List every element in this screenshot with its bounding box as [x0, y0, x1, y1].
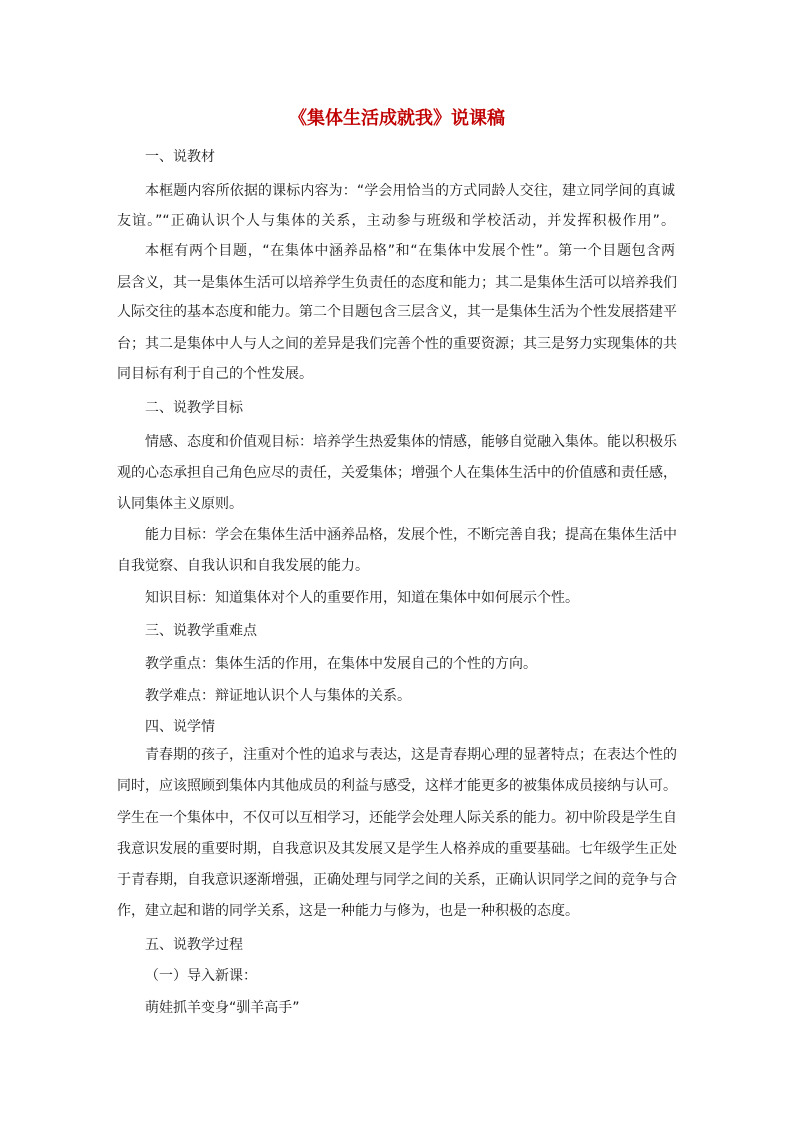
- text-line: 同时，应该照顾到集体内其他成员的利益与感受，这样才能更多的被集体成员接纳与认可。: [117, 778, 677, 794]
- text-line: 自我觉察、自我认识和自我发展的能力。: [117, 558, 369, 574]
- text-line: 学生在一个集体中，不仅可以互相学习，还能学会处理人际关系的能力。初中阶段是学生自: [117, 810, 677, 826]
- text-line: 教学难点：辩证地认识个人与集体的关系。: [145, 688, 411, 704]
- text-line: 人际交往的基本态度和能力。第二个目题包含三层含义，其一是集体生活为个性发展搭建平: [117, 304, 677, 320]
- text-line: 于青春期，自我意识逐渐增强，正确处理与同学之间的关系，正确认识同学之间的竞争与合: [117, 872, 677, 888]
- text-line: 同目标有利于自己的个性发展。: [117, 366, 313, 382]
- text-line: 能力目标：学会在集体生活中涵养品格，发展个性，不断完善自我；提高在集体生活中: [145, 527, 677, 543]
- text-line: 本框题内容所依据的课标内容为：“学会用恰当的方式同龄人交往，建立同学间的真诚: [145, 183, 675, 199]
- text-line: 友谊。”“正确认识个人与集体的关系，主动参与班级和学校活动，并发挥积极作用”。: [117, 213, 675, 229]
- text-line: 观的心态承担自己角色应尽的责任，关爱集体；增强个人在集体生活中的价值感和责任感，: [117, 465, 677, 481]
- text-line: 情感、态度和价值观目标：培养学生热爱集体的情感，能够自觉融入集体。能以积极乐: [145, 434, 677, 450]
- text-line: 本框有两个目题，“在集体中涵养品格”和“在集体中发展个性”。第一个目题包含两: [145, 243, 675, 259]
- text-line: 青春期的孩子，注重对个性的追求与表达，这是青春期心理的显著特点；在表达个性的: [145, 747, 677, 763]
- text-line: 知识目标：知道集体对个人的重要作用，知道在集体中如何展示个性。: [145, 590, 579, 606]
- text-line: 台；其二是集体中人与人之间的差异是我们完善个性的重要资源；其三是努力实现集体的共: [117, 336, 677, 352]
- text-line: 四、说学情: [145, 719, 215, 735]
- text-line: 三、说教学重难点: [145, 623, 257, 639]
- text-line: 教学重点：集体生活的作用，在集体中发展自己的个性的方向。: [145, 656, 537, 672]
- text-line: 二、说教学目标: [145, 400, 243, 416]
- document-title: 《集体生活成就我》说课稿: [289, 108, 505, 129]
- text-line: 一、说教材: [145, 149, 215, 165]
- text-line: 我意识发展的重要时期，自我意识及其发展又是学生人格养成的重要基础。七年级学生正处: [117, 841, 677, 857]
- text-line: 五、说教学过程: [145, 937, 243, 953]
- text-line: 认同集体主义原则。: [117, 496, 243, 512]
- text-line: 萌娃抓羊变身“驯羊高手”: [145, 1000, 300, 1016]
- text-line: 层含义，其一是集体生活可以培养学生负责任的态度和能力；其二是集体生活可以培养我们: [117, 275, 677, 291]
- text-line: （一）导入新课：: [145, 968, 257, 984]
- text-line: 作，建立起和谐的同学关系，这是一种能力与修为，也是一种积极的态度。: [117, 903, 579, 919]
